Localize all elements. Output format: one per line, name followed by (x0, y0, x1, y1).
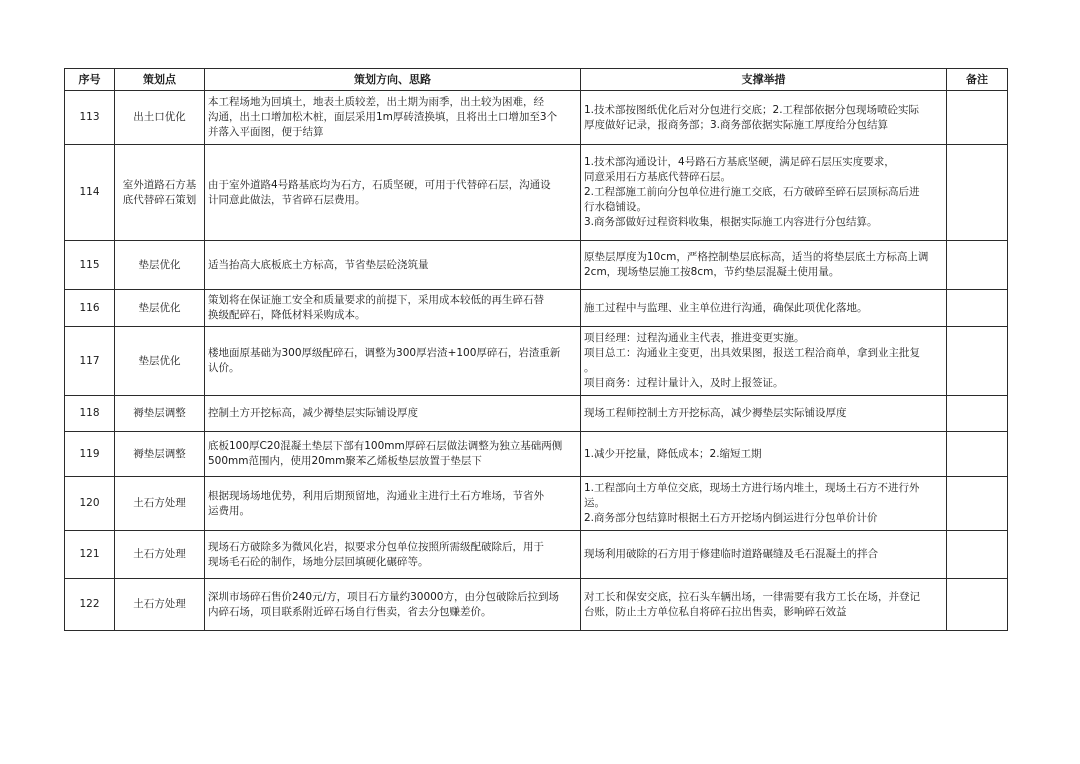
cell-direction (205, 91, 581, 145)
cell-remark (947, 477, 1008, 531)
cell-direction (205, 579, 581, 631)
cell-remark (947, 579, 1008, 631)
cell-support (581, 327, 947, 396)
cell-direction-line: 计同意此做法，节省碎石层费用。 (208, 193, 366, 206)
cell-planning-point-line: 褥垫层调整 (133, 407, 186, 419)
header-point: 策划点 (115, 69, 205, 91)
cell-remark (947, 531, 1008, 579)
cell-planning-point-line: 出土口优化 (133, 111, 186, 123)
cell-support-line: 1.减少开挖量，降低成本；2.缩短工期 (584, 447, 762, 460)
cell-support-line: 3.商务部做好过程资料收集，根据实际施工内容进行分包结算。 (584, 216, 878, 228)
cell-planning-point-line: 底代替碎石策划 (122, 193, 197, 206)
cell-support-line: 现场利用破除的石方用于修建临时道路碾缝及毛石混凝土的拌合 (584, 548, 878, 560)
cell-planning-point (115, 396, 205, 432)
cell-direction-line: 现场毛石砼的制作，场地分层回填硬化碾碎等。 (208, 555, 429, 568)
cell-planning-point-line: 土石方处理 (133, 497, 186, 509)
cell-direction-line: 深圳市场碎石售价240元/方，项目石方量约30000方，由分包破除后拉到场 (208, 590, 559, 603)
cell-support (581, 145, 947, 241)
cell-planning-point-line: 垫层优化 (138, 301, 181, 314)
cell-direction-line: 适当抬高大底板底土方标高，节省垫层砼浇筑量 (208, 258, 429, 271)
cell-support-line: 项目经理：过程沟通业主代表，推进变更实施。 (584, 332, 805, 344)
cell-remark (947, 91, 1008, 145)
cell-direction-line: 换级配碎石，降低材料采购成本。 (208, 309, 366, 321)
header-row (65, 69, 1008, 91)
cell-no: 114 (65, 145, 115, 241)
cell-planning-point-line: 土石方处理 (133, 548, 186, 560)
cell-support-line: 2cm，现场垫层施工按8cm，节约垫层混凝土使用量。 (584, 266, 840, 278)
table-row (65, 241, 1008, 290)
cell-planning-point (115, 432, 205, 477)
cell-direction-line: 由于室外道路4号路基底均为石方，石质坚硬，可用于代替碎石层，沟通设 (208, 178, 551, 191)
table-row (65, 91, 1008, 145)
cell-direction-line: 控制土方开挖标高，减少褥垫层实际铺设厚度 (208, 407, 418, 419)
cell-direction-line: 根据现场场地优势，利用后期预留地，沟通业主进行土石方堆场，节省外 (208, 489, 544, 502)
cell-planning-point (115, 241, 205, 290)
table-row (65, 396, 1008, 432)
cell-no: 121 (65, 531, 115, 579)
cell-remark (947, 241, 1008, 290)
header-no: 序号 (65, 69, 115, 91)
cell-no: 122 (65, 579, 115, 631)
planning-table (64, 68, 1008, 631)
cell-remark (947, 396, 1008, 432)
table-row (65, 579, 1008, 631)
cell-support-line: 运。 (584, 497, 605, 509)
cell-direction-line: 现场石方破除多为微风化岩，拟要求分包单位按照所需级配破除后，用于 (208, 540, 544, 553)
table-body (65, 91, 1008, 631)
table-row (65, 145, 1008, 241)
cell-support-line: 2.商务部分包结算时根据土石方开挖场内倒运进行分包单价计价 (584, 512, 878, 524)
table-row (65, 327, 1008, 396)
cell-no: 117 (65, 327, 115, 396)
header-direction: 策划方向、思路 (205, 69, 581, 91)
cell-support-line: 1.工程部向土方单位交底，现场土方进行场内堆土，现场土石方不进行外 (584, 482, 920, 494)
cell-support-line: 2.工程部施工前向分包单位进行施工交底，石方破碎至碎石层顶标高后进 (584, 186, 920, 198)
cell-direction (205, 290, 581, 327)
cell-direction-line: 沟通，出土口增加松木桩，面层采用1m厚砖渣换填，且将出土口增加至3个 (208, 111, 558, 123)
cell-direction-line: 内碎石场，项目联系附近碎石场自行售卖，省去分包赚差价。 (208, 605, 492, 618)
cell-direction (205, 241, 581, 290)
cell-support-line: 行水稳铺设。 (584, 201, 647, 213)
cell-direction-line: 底板100厚C20混凝土垫层下部有100mm厚碎石层做法调整为独立基础两侧 (208, 440, 563, 452)
cell-support-line: 现场工程师控制土方开挖标高，减少褥垫层实际铺设厚度 (584, 407, 847, 419)
cell-direction (205, 396, 581, 432)
cell-no: 115 (65, 241, 115, 290)
cell-support-line: 施工过程中与监理、业主单位进行沟通，确保此项优化落地。 (584, 301, 868, 314)
cell-remark (947, 145, 1008, 241)
cell-planning-point-line: 褥垫层调整 (133, 447, 186, 460)
cell-support (581, 432, 947, 477)
cell-support-line: 项目总工：沟通业主变更，出具效果图，报送工程洽商单，拿到业主批复 (584, 347, 920, 359)
cell-planning-point (115, 145, 205, 241)
cell-support-line: 厚度做好记录，报商务部；3.商务部依据实际施工厚度给分包结算 (584, 118, 889, 131)
table-row (65, 477, 1008, 531)
cell-direction (205, 145, 581, 241)
table-row (65, 290, 1008, 327)
cell-support-line: 。 (584, 362, 595, 374)
cell-planning-point (115, 91, 205, 145)
cell-support-line: 项目商务：过程计量计入，及时上报签证。 (584, 377, 784, 389)
header-support: 支撑举措 (581, 69, 947, 91)
cell-planning-point (115, 477, 205, 531)
cell-support (581, 91, 947, 145)
table-row (65, 531, 1008, 579)
cell-no: 119 (65, 432, 115, 477)
cell-support (581, 579, 947, 631)
cell-planning-point-line: 垫层优化 (138, 258, 181, 271)
cell-support (581, 396, 947, 432)
cell-no: 118 (65, 396, 115, 432)
cell-planning-point (115, 327, 205, 396)
cell-support-line: 同意采用石方基底代替碎石层。 (584, 171, 731, 183)
cell-no: 120 (65, 477, 115, 531)
cell-direction-line: 楼地面原基础为300厚级配碎石，调整为300厚岩渣+100厚碎石，岩渣重新 (208, 347, 561, 359)
cell-support (581, 531, 947, 579)
cell-planning-point (115, 531, 205, 579)
header-remark: 备注 (947, 69, 1008, 91)
cell-no: 116 (65, 290, 115, 327)
cell-direction-line: 运费用。 (208, 504, 250, 517)
table-row (65, 432, 1008, 477)
cell-direction-line: 并落入平面图，便于结算 (208, 126, 324, 138)
cell-support-line: 台账，防止土方单位私自将碎石拉出售卖，影响碎石效益 (584, 605, 847, 618)
cell-remark (947, 432, 1008, 477)
cell-direction (205, 531, 581, 579)
cell-direction-line: 认价。 (208, 362, 240, 374)
cell-support (581, 241, 947, 290)
cell-no: 113 (65, 91, 115, 145)
cell-support-line: 原垫层厚度为10cm，严格控制垫层底标高，适当的将垫层底土方标高上调 (584, 251, 929, 263)
cell-remark (947, 327, 1008, 396)
cell-planning-point (115, 290, 205, 327)
cell-direction (205, 477, 581, 531)
cell-support-line: 1.技术部按图纸优化后对分包进行交底；2.工程部依据分包现场喷砼实际 (584, 103, 920, 116)
cell-support (581, 290, 947, 327)
cell-direction-line: 策划将在保证施工安全和质量要求的前提下，采用成本较低的再生碎石替 (208, 294, 544, 306)
cell-planning-point-line: 土石方处理 (133, 598, 186, 610)
cell-planning-point (115, 579, 205, 631)
cell-support-line: 对工长和保安交底，拉石头车辆出场，一律需要有我方工长在场，并登记 (584, 590, 920, 603)
cell-direction (205, 432, 581, 477)
cell-direction-line: 500mm范围内，使用20mm聚苯乙烯板垫层放置于垫层下 (208, 455, 482, 467)
cell-support (581, 477, 947, 531)
cell-direction-line: 本工程场地为回填土，地表土质较差，出土期为雨季，出土较为困难，经 (208, 96, 544, 108)
cell-planning-point-line: 垫层优化 (138, 354, 181, 367)
cell-direction (205, 327, 581, 396)
cell-planning-point-line: 室外道路石方基 (122, 178, 197, 191)
cell-remark (947, 290, 1008, 327)
cell-support-line: 1.技术部沟通设计，4号路石方基底坚硬，满足碎石层压实度要求， (584, 156, 895, 168)
